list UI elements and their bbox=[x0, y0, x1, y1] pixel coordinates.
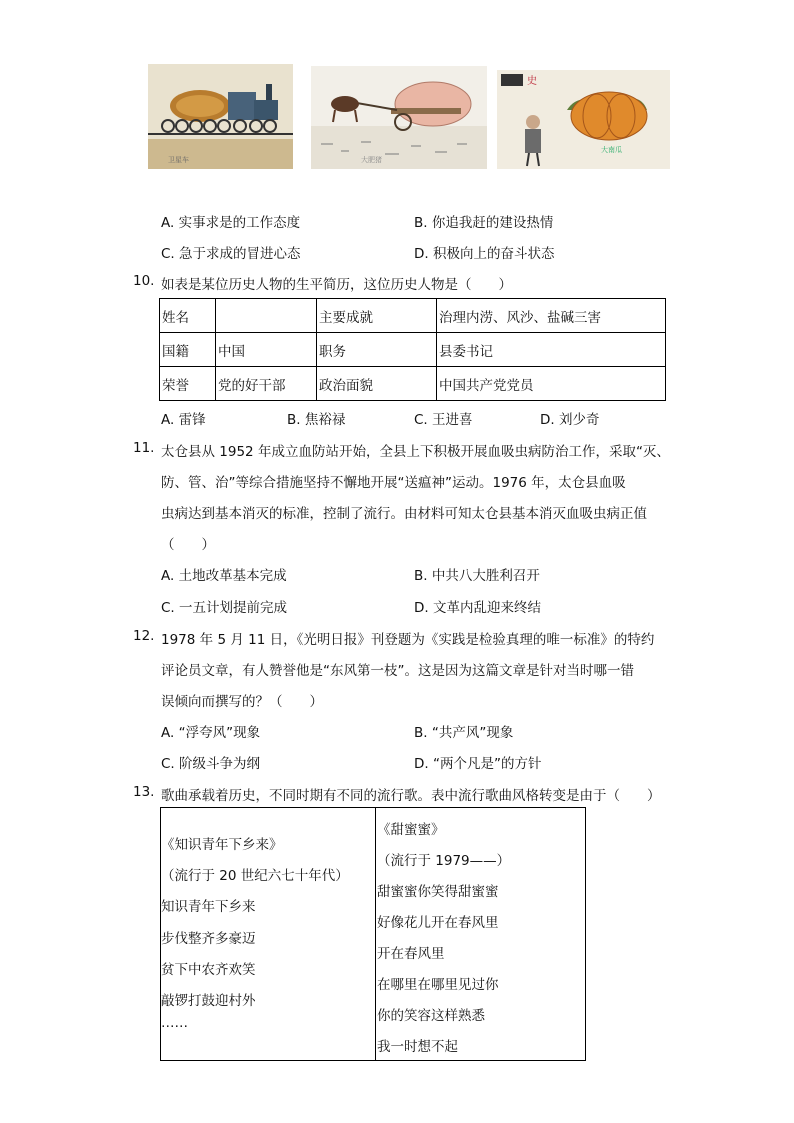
poster-giant-pumpkin bbox=[497, 70, 670, 169]
right-song-line: 在哪里在哪里见过你 bbox=[377, 977, 499, 993]
q11-line: 太仓县从 1952 年成立血防站开始，全县上下积极开展血吸虫病防治工作，采取“灭、 bbox=[161, 444, 670, 460]
svg-text:史: 史 bbox=[527, 76, 537, 87]
pig-illustration bbox=[311, 66, 487, 169]
table-cell: 中国共产党党员 bbox=[437, 367, 666, 401]
table-cell: 主要成就 bbox=[317, 299, 437, 333]
q10-option-a[interactable]: A. 雷锋 bbox=[161, 412, 206, 428]
poster-giant-pig bbox=[311, 66, 487, 169]
q10-table bbox=[159, 298, 666, 401]
q12-option-b[interactable]: B. “共产风”现象 bbox=[414, 725, 514, 741]
table-cell: 国籍 bbox=[160, 333, 216, 367]
table-cell: 党的好干部 bbox=[216, 367, 317, 401]
left-song-line: 贫下中农齐欢笑 bbox=[161, 962, 256, 978]
q11-line: （ ） bbox=[161, 537, 215, 553]
q12-line: 误倾向而撰写的？（ ） bbox=[161, 694, 323, 710]
table-cell: 政治面貌 bbox=[317, 367, 437, 401]
q9-option-a[interactable]: A. 实事求是的工作态度 bbox=[161, 215, 301, 231]
q11-line: 防、管、治”等综合措施坚持不懈地开展“送瘟神”运动。1976 年，太仓县血吸 bbox=[161, 475, 626, 491]
right-song-line: 你的笑容这样熟悉 bbox=[377, 1008, 485, 1024]
table-cell: 中国 bbox=[216, 333, 317, 367]
right-song-line: 我一时想不起 bbox=[377, 1039, 458, 1055]
table-cell: 姓名 bbox=[160, 299, 216, 333]
table-cell: 县委书记 bbox=[437, 333, 666, 367]
q13-stem: 歌曲承载着历史，不同时期有不同的流行歌。表中流行歌曲风格转变是由于（ ） bbox=[161, 788, 661, 804]
q13-song-table bbox=[160, 807, 586, 1061]
q11-option-c[interactable]: C. 一五计划提前完成 bbox=[161, 600, 288, 616]
q9-option-c[interactable]: C. 急于求成的冒进心态 bbox=[161, 246, 301, 262]
q10-option-d[interactable]: D. 刘少奇 bbox=[540, 412, 600, 428]
table-row bbox=[160, 333, 666, 367]
right-song-line: 好像花儿开在春风里 bbox=[377, 915, 499, 931]
image-caption: 卫星车 bbox=[168, 156, 189, 164]
q11-number: 11. bbox=[133, 440, 155, 456]
q11-option-d[interactable]: D. 文革内乱迎来终结 bbox=[414, 600, 541, 616]
table-cell: 职务 bbox=[317, 333, 437, 367]
poster-satellite-train bbox=[148, 64, 293, 169]
right-song-line: 开在春风里 bbox=[377, 946, 445, 962]
q10-option-c[interactable]: C. 王进喜 bbox=[414, 412, 473, 428]
q12-option-c[interactable]: C. 阶级斗争为纲 bbox=[161, 756, 261, 772]
q9-option-b[interactable]: B. 你追我赶的建设热情 bbox=[414, 215, 554, 231]
q12-line: 1978 年 5 月 11 日，《光明日报》刊登题为《实践是检验真理的唯一标准》的特约 bbox=[161, 632, 655, 648]
q11-line: 虫病达到基本消灭的标准，控制了流行。由材料可知太仓县基本消灭血吸虫病正值 bbox=[161, 506, 647, 522]
image-caption: 大肥猪 bbox=[361, 156, 382, 164]
right-song-line: （流行于 1979——） bbox=[377, 853, 511, 869]
pumpkin-illustration bbox=[497, 70, 670, 169]
train-illustration bbox=[148, 64, 293, 169]
q11-option-b[interactable]: B. 中共八大胜利召开 bbox=[414, 568, 540, 584]
q10-number: 10. bbox=[133, 273, 155, 289]
left-song-line: 《知识青年下乡来》 bbox=[161, 837, 283, 853]
q12-option-d[interactable]: D. “两个凡是”的方针 bbox=[414, 756, 542, 772]
left-song-line: 敲锣打鼓迎村外 bbox=[161, 993, 256, 1009]
table-cell bbox=[216, 299, 317, 333]
left-song-line: （流行于 20 世纪六七十年代） bbox=[161, 868, 349, 884]
q12-option-a[interactable]: A. “浮夸风”现象 bbox=[161, 725, 261, 741]
left-song-line: …… bbox=[161, 1015, 188, 1031]
table-row bbox=[160, 299, 666, 333]
q10-stem: 如表是某位历史人物的生平简历，这位历史人物是（ ） bbox=[161, 277, 512, 293]
q10-option-b[interactable]: B. 焦裕禄 bbox=[287, 412, 346, 428]
table-cell: 治理内涝、风沙、盐碱三害 bbox=[437, 299, 666, 333]
table-divider bbox=[375, 808, 376, 1060]
q11-option-a[interactable]: A. 土地改革基本完成 bbox=[161, 568, 287, 584]
image-caption: 大南瓜 bbox=[601, 146, 622, 154]
right-song-line: 《甜蜜蜜》 bbox=[377, 822, 445, 838]
left-song-line: 步伐整齐多豪迈 bbox=[161, 931, 256, 947]
q13-number: 13. bbox=[133, 784, 155, 800]
table-cell: 荣誉 bbox=[160, 367, 216, 401]
q9-option-d[interactable]: D. 积极向上的奋斗状态 bbox=[414, 246, 555, 262]
right-song-line: 甜蜜蜜你笑得甜蜜蜜 bbox=[377, 884, 499, 900]
table-row bbox=[160, 367, 666, 401]
q12-line: 评论员文章，有人赞誉他是“东风第一枝”。这是因为这篇文章是针对当时哪一错 bbox=[161, 663, 634, 679]
q12-number: 12. bbox=[133, 628, 155, 644]
left-song-line: 知识青年下乡来 bbox=[161, 899, 256, 915]
